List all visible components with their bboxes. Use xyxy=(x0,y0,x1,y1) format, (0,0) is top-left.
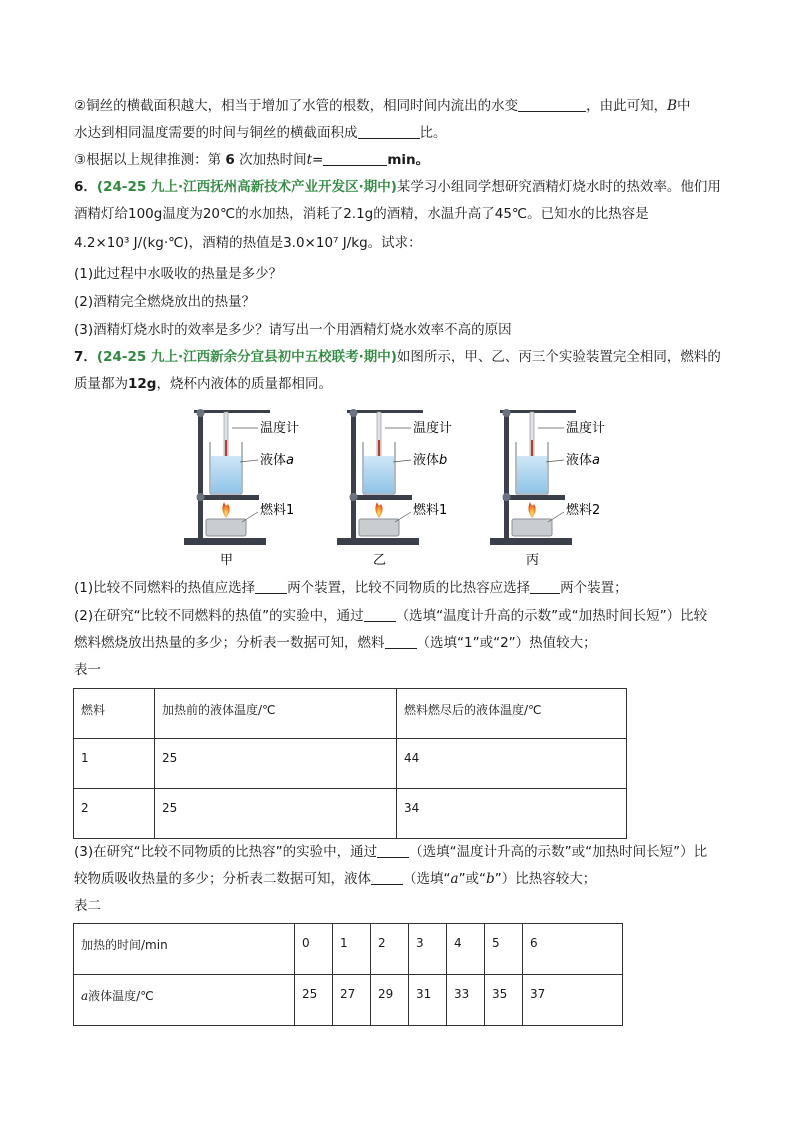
table-row xyxy=(74,689,627,739)
burner xyxy=(206,519,246,536)
flame-icon xyxy=(222,502,229,518)
q7-sub-2-line-1: (2)在研究“比较不同燃料的热值”的实验中，通过 （选填“温度计升高的示数”或“加热时间长短”）比较 xyxy=(74,608,708,624)
q6-sub-2: (2)酒精完全燃烧放出的热量？ xyxy=(74,294,256,310)
answer-blank[interactable] xyxy=(371,870,403,885)
q7-sub-3-line-2: 较物质吸收热量的多少；分析表二数据可知，液体 （选填“a”或“b”）比热容较大； xyxy=(74,871,597,887)
table-row xyxy=(74,975,623,1026)
answer-blank[interactable] xyxy=(530,579,560,594)
table-row xyxy=(74,739,627,789)
table-cell: 25 xyxy=(155,739,397,789)
q6-line-2: 酒精灯给100g温度为20℃的水加热，消耗了2.1g的酒精，水温升高了45℃。已知水的比热容是 xyxy=(74,206,649,222)
table-header-cell: 3 xyxy=(409,924,447,975)
label-liquid: 液体a xyxy=(260,453,294,468)
table-cell: 35 xyxy=(485,975,523,1026)
flame-icon xyxy=(528,502,535,518)
q6-line-3: 4.2×10³ J/(kg·℃)，酒精的热值是3.0×10⁷ J/kg。试求： xyxy=(74,235,422,251)
table-cell: 25 xyxy=(295,975,333,1026)
table-cell: 27 xyxy=(333,975,371,1026)
q6-sub-3: (3)酒精灯烧水时的效率是多少？请写出一个用酒精灯烧水效率不高的原因 xyxy=(74,322,512,338)
label-liquid: 液体a xyxy=(566,453,600,468)
table-header-cell: 燃料燃尽后的液体温度/℃ xyxy=(397,689,627,739)
support-knob xyxy=(197,493,205,501)
table-header-cell: 5 xyxy=(485,924,523,975)
q7-line-2: 质量都为12g，烧杯内液体的质量都相同。 xyxy=(74,376,332,392)
table-row xyxy=(74,789,627,839)
setup-yi xyxy=(337,409,452,568)
apparatus-figure xyxy=(170,400,630,570)
setup-jia xyxy=(184,409,299,568)
stand-rod xyxy=(198,410,203,540)
label-thermometer: 温度计 xyxy=(260,421,300,436)
label-liquid: 液体b xyxy=(413,453,448,468)
table-cell: 29 xyxy=(371,975,409,1026)
q7-sub-3-line-1: (3)在研究“比较不同物质的比热容”的实验中，通过 （选填“温度计升高的示数”或“加热时间长短”）比 xyxy=(74,844,708,860)
text-line-2: 水达到相同温度需要的时间与铜丝的横截面积成 比。 xyxy=(74,125,447,141)
q7-sub-2-line-2: 燃料燃烧放出热量的多少；分析表一数据可知，燃料 （选填“1”或“2”）热值较大； xyxy=(74,635,597,651)
ring-support xyxy=(197,495,259,500)
answer-blank[interactable] xyxy=(364,607,396,622)
clamp-arm xyxy=(194,410,270,413)
table-header-cell: 燃料 xyxy=(74,689,155,739)
caption-yi: 乙 xyxy=(373,553,387,568)
table-header-cell: 6 xyxy=(523,924,623,975)
flame-icon xyxy=(375,502,382,518)
table-cell: 1 xyxy=(74,739,155,789)
table-header-cell: 加热的时间/min xyxy=(74,924,295,975)
answer-blank[interactable] xyxy=(358,124,420,139)
table-header-cell: 0 xyxy=(295,924,333,975)
table-header-cell: 2 xyxy=(371,924,409,975)
table-cell: 34 xyxy=(397,789,627,839)
table2-title: 表二 xyxy=(74,898,101,914)
table-header-cell: 4 xyxy=(447,924,485,975)
table1-title: 表一 xyxy=(74,662,101,678)
q7-source: (24-25 九上·江西新余分宜县初中五校联考·期中) xyxy=(96,349,397,365)
text-line-1: ②铜丝的横截面积越大，相当于增加了水管的根数，相同时间内流出的水变 ，由此可知，B中 xyxy=(74,98,691,114)
table-2 xyxy=(73,923,623,1026)
answer-blank[interactable] xyxy=(518,97,586,112)
clamp-knob xyxy=(197,409,205,417)
q6-source: (24-25 九上·江西抚州高新技术产业开发区·期中) xyxy=(96,179,397,195)
q6-sub-1: (1)此过程中水吸收的热量是多少？ xyxy=(74,266,283,282)
table-cell: 2 xyxy=(74,789,155,839)
setup-bing xyxy=(490,409,605,568)
table-cell: 44 xyxy=(397,739,627,789)
label-fuel: 燃料1 xyxy=(260,503,295,518)
table-row xyxy=(74,924,623,975)
answer-blank[interactable] xyxy=(323,151,387,166)
label-fuel: 燃料1 xyxy=(413,503,448,518)
text-line-3: ③根据以上规律推测：第 6 次加热时间t= min。 xyxy=(74,152,430,168)
table-cell: 37 xyxy=(523,975,623,1026)
answer-blank[interactable] xyxy=(385,634,417,649)
label-fuel: 燃料2 xyxy=(566,503,601,518)
answer-blank[interactable] xyxy=(377,843,409,858)
liquid xyxy=(211,456,241,493)
table-header-cell: 加热前的液体温度/℃ xyxy=(155,689,397,739)
q6-line-1: 6．(24-25 九上·江西抚州高新技术产业开发区·期中)某学习小组同学想研究酒精灯烧水时的热效率。他们用 xyxy=(74,179,721,195)
answer-blank[interactable] xyxy=(255,579,287,594)
q7-line-1: 7．(24-25 九上·江西新余分宜县初中五校联考·期中)如图所示，甲、乙、丙三个实验装置完全相同，燃料的 xyxy=(74,349,721,365)
q7-sub-1: (1)比较不同燃料的热值应选择 两个装置，比较不同物质的比热容应选择 两个装置； xyxy=(74,580,628,596)
label-thermometer: 温度计 xyxy=(413,421,453,436)
table-cell: a液体温度/℃ xyxy=(74,975,295,1026)
label-thermometer: 温度计 xyxy=(566,421,606,436)
table-cell: 33 xyxy=(447,975,485,1026)
table-header-cell: 1 xyxy=(333,924,371,975)
table-1 xyxy=(73,688,627,839)
caption-jia: 甲 xyxy=(220,553,234,568)
table-cell: 25 xyxy=(155,789,397,839)
table-cell: 31 xyxy=(409,975,447,1026)
stand-base xyxy=(184,538,266,545)
caption-bing: 丙 xyxy=(526,553,540,568)
